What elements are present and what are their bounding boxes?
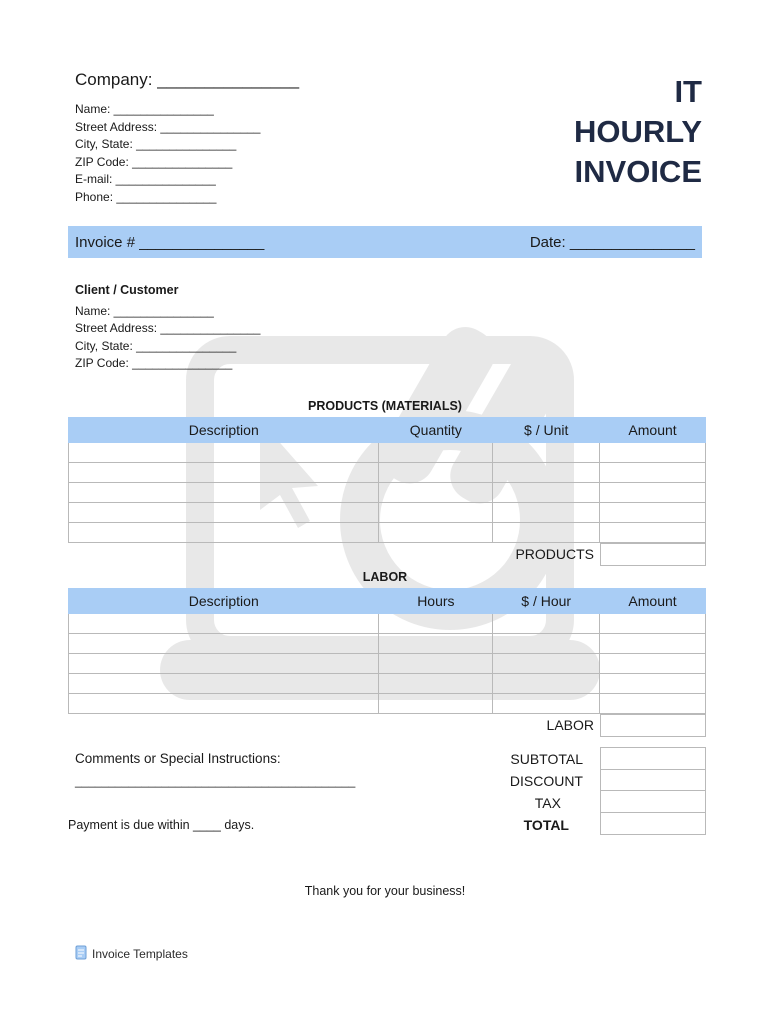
labor-total-box[interactable] xyxy=(600,714,706,737)
table-row xyxy=(69,523,706,543)
products-col-description: Description xyxy=(69,418,379,443)
discount-label: DISCOUNT xyxy=(509,773,583,789)
discount-box[interactable] xyxy=(600,769,706,791)
invoice-number-field[interactable]: Invoice # _______________ xyxy=(75,234,265,251)
labor-table xyxy=(68,588,706,714)
client-city-line: City, State: _______________ xyxy=(75,339,237,353)
title-line-2: HOURLY xyxy=(573,114,702,149)
table-cell[interactable] xyxy=(379,674,493,694)
products-heading: PRODUCTS (MATERIALS) xyxy=(308,399,462,413)
table-cell[interactable] xyxy=(600,674,706,694)
products-col-unit-price: $ / Unit xyxy=(493,418,600,443)
company-city-line: City, State: _______________ xyxy=(75,137,237,151)
client-name-line: Name: _______________ xyxy=(75,304,214,318)
comments-line[interactable]: __________________________________________ xyxy=(75,774,356,788)
products-total-box[interactable] xyxy=(600,543,706,566)
table-cell[interactable] xyxy=(600,654,706,674)
client-heading: Client / Customer xyxy=(75,283,179,297)
company-zip-line: ZIP Code: _______________ xyxy=(75,155,233,169)
table-cell[interactable] xyxy=(600,443,706,463)
subtotal-box[interactable] xyxy=(600,747,706,770)
table-cell[interactable] xyxy=(69,694,379,714)
table-cell[interactable] xyxy=(69,674,379,694)
table-cell[interactable] xyxy=(69,463,379,483)
company-street-line: Street Address: _______________ xyxy=(75,120,261,134)
payment-terms: Payment is due within ____ days. xyxy=(68,818,255,832)
total-box[interactable] xyxy=(600,813,706,835)
table-cell[interactable] xyxy=(69,614,379,634)
table-cell[interactable] xyxy=(493,694,600,714)
invoice-title xyxy=(574,72,702,192)
labor-total-label: LABOR xyxy=(546,717,594,733)
table-cell[interactable] xyxy=(600,463,706,483)
table-cell[interactable] xyxy=(69,523,379,543)
table-cell[interactable] xyxy=(600,694,706,714)
company-phone-line: Phone: _______________ xyxy=(75,190,217,204)
document-icon xyxy=(75,945,87,963)
brand-logo xyxy=(75,945,188,963)
products-table xyxy=(68,417,706,543)
labor-col-amount: Amount xyxy=(600,589,706,614)
company-email-line: E-mail: _______________ xyxy=(75,172,216,186)
title-line-1: IT xyxy=(674,74,702,109)
title-line-3: INVOICE xyxy=(574,154,702,189)
table-row xyxy=(69,503,706,523)
labor-col-hours: Hours xyxy=(379,589,493,614)
products-col-amount: Amount xyxy=(600,418,706,443)
client-street-line: Street Address: _______________ xyxy=(75,321,261,335)
company-name-line: Name: _______________ xyxy=(75,102,214,116)
table-cell[interactable] xyxy=(69,483,379,503)
table-cell[interactable] xyxy=(69,654,379,674)
labor-col-hourly-rate: $ / Hour xyxy=(493,589,600,614)
total-label: TOTAL xyxy=(523,817,569,833)
company-label: Company: _______________ xyxy=(75,70,300,89)
products-col-quantity: Quantity xyxy=(379,418,493,443)
table-cell[interactable] xyxy=(379,654,493,674)
products-total-label: PRODUCTS xyxy=(515,546,594,562)
tax-label: TAX xyxy=(534,795,561,811)
table-cell[interactable] xyxy=(493,443,600,463)
tax-box[interactable] xyxy=(600,791,706,813)
table-cell[interactable] xyxy=(379,634,493,654)
table-cell[interactable] xyxy=(600,483,706,503)
thank-you-note: Thank you for your business! xyxy=(304,884,466,898)
table-cell[interactable] xyxy=(600,503,706,523)
table-cell[interactable] xyxy=(600,523,706,543)
table-cell[interactable] xyxy=(379,503,493,523)
invoice-info-bar xyxy=(68,226,702,258)
labor-col-description: Description xyxy=(69,589,379,614)
table-cell[interactable] xyxy=(493,654,600,674)
table-row xyxy=(69,654,706,674)
table-cell[interactable] xyxy=(493,483,600,503)
table-cell[interactable] xyxy=(493,614,600,634)
table-cell[interactable] xyxy=(379,483,493,503)
table-cell[interactable] xyxy=(69,443,379,463)
client-zip-line: ZIP Code: _______________ xyxy=(75,356,233,370)
brand-name: Invoice Templates xyxy=(92,947,188,961)
table-cell[interactable] xyxy=(379,523,493,543)
table-cell[interactable] xyxy=(600,614,706,634)
labor-heading: LABOR xyxy=(362,570,408,584)
table-cell[interactable] xyxy=(379,463,493,483)
table-cell[interactable] xyxy=(493,463,600,483)
table-cell[interactable] xyxy=(69,634,379,654)
labor-header-row xyxy=(69,589,706,614)
table-cell[interactable] xyxy=(379,443,493,463)
table-row xyxy=(69,694,706,714)
table-row xyxy=(69,443,706,463)
table-cell[interactable] xyxy=(379,694,493,714)
subtotal-label: SUBTOTAL xyxy=(510,751,583,767)
table-cell[interactable] xyxy=(493,523,600,543)
invoice-date-field[interactable]: Date: _______________ xyxy=(529,234,695,251)
table-row xyxy=(69,463,706,483)
table-cell[interactable] xyxy=(493,634,600,654)
table-cell[interactable] xyxy=(493,674,600,694)
table-row xyxy=(69,483,706,503)
table-row xyxy=(69,674,706,694)
table-cell[interactable] xyxy=(379,614,493,634)
table-cell[interactable] xyxy=(493,503,600,523)
comments-label: Comments or Special Instructions: xyxy=(75,751,281,766)
table-row xyxy=(69,614,706,634)
table-cell[interactable] xyxy=(600,634,706,654)
products-header-row xyxy=(69,418,706,443)
table-row xyxy=(69,634,706,654)
table-cell[interactable] xyxy=(69,503,379,523)
